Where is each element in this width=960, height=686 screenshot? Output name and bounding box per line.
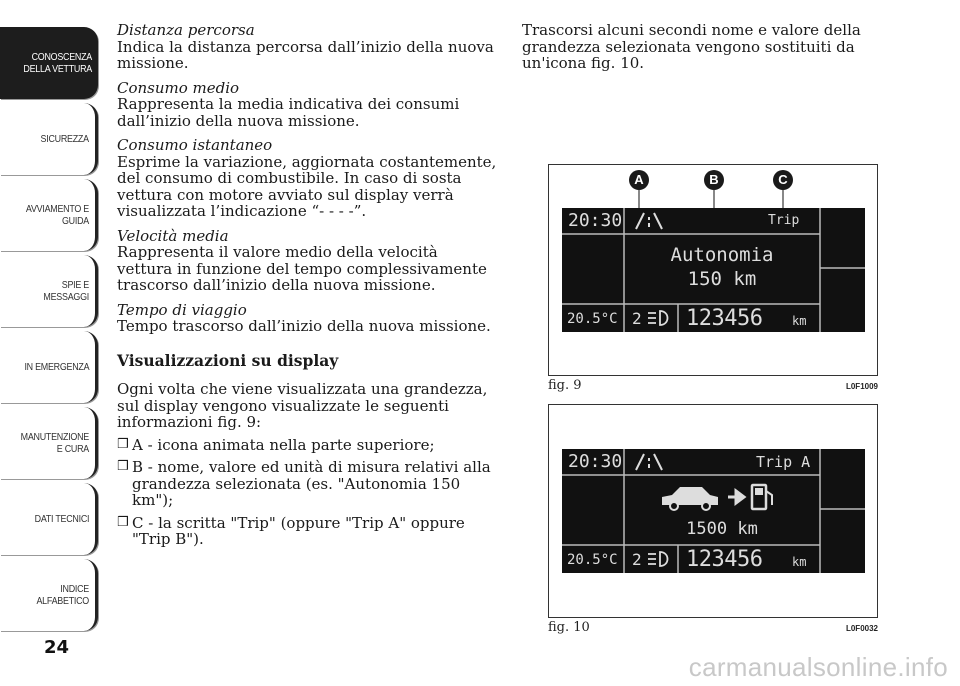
paragraph-distanza: Indica la distanza percorsa dall’inizio della nuova missione. — [117, 37, 494, 72]
display-odometer: 123456 — [686, 547, 763, 572]
callout-a — [629, 170, 649, 190]
tab-label: IN EMERGENZA — [24, 361, 89, 373]
display-gear: 2 — [632, 309, 642, 328]
section-title: Visualizzazioni su display — [117, 350, 339, 370]
display-temp: 20.5°C — [567, 552, 618, 568]
display-odo-unit: km — [792, 555, 807, 569]
display-time: 20:30 — [568, 210, 623, 231]
display-trip: Trip A — [756, 453, 811, 471]
display-trip: Trip — [768, 213, 800, 228]
headlight-icon — [646, 308, 672, 332]
display-panel — [562, 208, 865, 332]
bullet-text: A - icona animata nella parte superiore; — [132, 435, 435, 454]
heading-consumo-istantaneo: Consumo istantaneo — [117, 136, 273, 154]
callout-c — [773, 170, 793, 190]
callout-a-label: A — [634, 172, 644, 187]
tab-manutenzione[interactable] — [0, 407, 98, 479]
heading-distanza: Distanza percorsa — [117, 21, 255, 39]
tab-spie[interactable] — [0, 255, 98, 327]
callout-b — [704, 170, 724, 190]
bullet-item — [117, 515, 497, 548]
tab-label: MANUTENZIONE E CURA — [20, 431, 90, 455]
bullet-icon: ❒ — [117, 514, 129, 530]
tab-label: AVVIAMENTO E GUIDA — [25, 203, 89, 227]
figure-9-caption: fig. 9 — [548, 378, 582, 393]
figure-10-caption: fig. 10 — [548, 620, 590, 635]
car-fuel-icon — [658, 479, 786, 517]
tab-conoscenza[interactable] — [0, 27, 98, 99]
tab-sicurezza[interactable] — [0, 103, 98, 175]
tab-emergenza[interactable] — [0, 331, 98, 403]
tab-label: DATI TECNICI — [34, 513, 89, 525]
tab-label: SICUREZZA — [40, 133, 89, 145]
figure-10 — [548, 404, 878, 618]
tab-dati-tecnici[interactable] — [0, 483, 98, 555]
bullet-icon: ❒ — [117, 459, 129, 474]
heading-velocita-media: Velocità media — [117, 226, 229, 245]
heading-tempo-viaggio: Tempo di viaggio — [117, 300, 247, 319]
watermark: carmanualsonline.info — [688, 652, 948, 682]
display-value: 1500 km — [686, 519, 758, 539]
display-temp: 20.5°C — [567, 311, 618, 327]
tab-label: SPIE E MESSAGGI — [43, 279, 89, 303]
figure-9 — [548, 164, 878, 376]
paragraph-consumo-medio: Rappresenta la media indicativa dei consumi dall’inizio della nuova missione. — [117, 95, 460, 130]
figure-9-code: L0F1009 — [845, 382, 878, 391]
paragraph-consumo-istantaneo: Esprime la variazione, aggiornata costantemente, del consumo di combustibile. In caso di sosta vettura con motore avviato sul display verrà visualizzata l’indicazione “- - - -”. — [117, 152, 497, 220]
display-time: 20:30 — [568, 451, 623, 472]
heading-consumo-medio: Consumo medio — [117, 78, 240, 97]
display-gear: 2 — [632, 550, 642, 569]
tab-avviamento[interactable] — [0, 179, 98, 251]
bullet-item — [117, 437, 497, 454]
figure-10-code: L0F0032 — [845, 624, 878, 633]
animated-road-icon — [632, 452, 666, 476]
display-odometer: 123456 — [686, 306, 763, 331]
bullet-text: C - la scritta "Trip" (oppure "Trip A" oppure "Trip B"). — [132, 513, 465, 548]
display-panel — [562, 449, 865, 573]
paragraph-velocita-media: Rappresenta il valore medio della velocità vettura in funzione del tempo complessivamente trascorso dall’inizio della nuova missione. — [117, 243, 487, 294]
display-name: Autonomia — [670, 244, 774, 266]
callout-c-label: C — [778, 172, 788, 187]
left-column — [117, 22, 497, 548]
display-value: 150 km — [687, 268, 757, 290]
bullet-icon: ❒ — [117, 436, 129, 452]
tab-indice[interactable] — [0, 559, 98, 631]
animated-road-icon — [632, 211, 666, 235]
bullet-item — [117, 459, 497, 509]
tab-label: INDICE ALFABETICO — [36, 583, 89, 607]
paragraph-tempo-viaggio: Tempo trascorso dall’inizio della nuova missione. — [117, 317, 491, 335]
display-odo-unit: km — [792, 314, 807, 328]
tab-label: CONOSCENZA DELLA VETTURA — [23, 51, 92, 75]
right-intro-paragraph: Trascorsi alcuni secondi nome e valore della grandezza selezionata vengono sostituiti da un'icona fig. 10. — [522, 21, 861, 72]
page-number: 24 — [44, 637, 70, 658]
headlight-icon — [646, 549, 672, 573]
paragraph-visualizzazioni: Ogni volta che viene visualizzata una grandezza, sul display vengono visualizzate le seguenti informazioni fig. 9: — [117, 380, 488, 431]
bullet-text: B - nome, valore ed unità di misura relativi alla grandezza selezionata (es. "Autonomia 150 km"); — [132, 458, 491, 509]
callout-b-label: B — [709, 172, 719, 187]
